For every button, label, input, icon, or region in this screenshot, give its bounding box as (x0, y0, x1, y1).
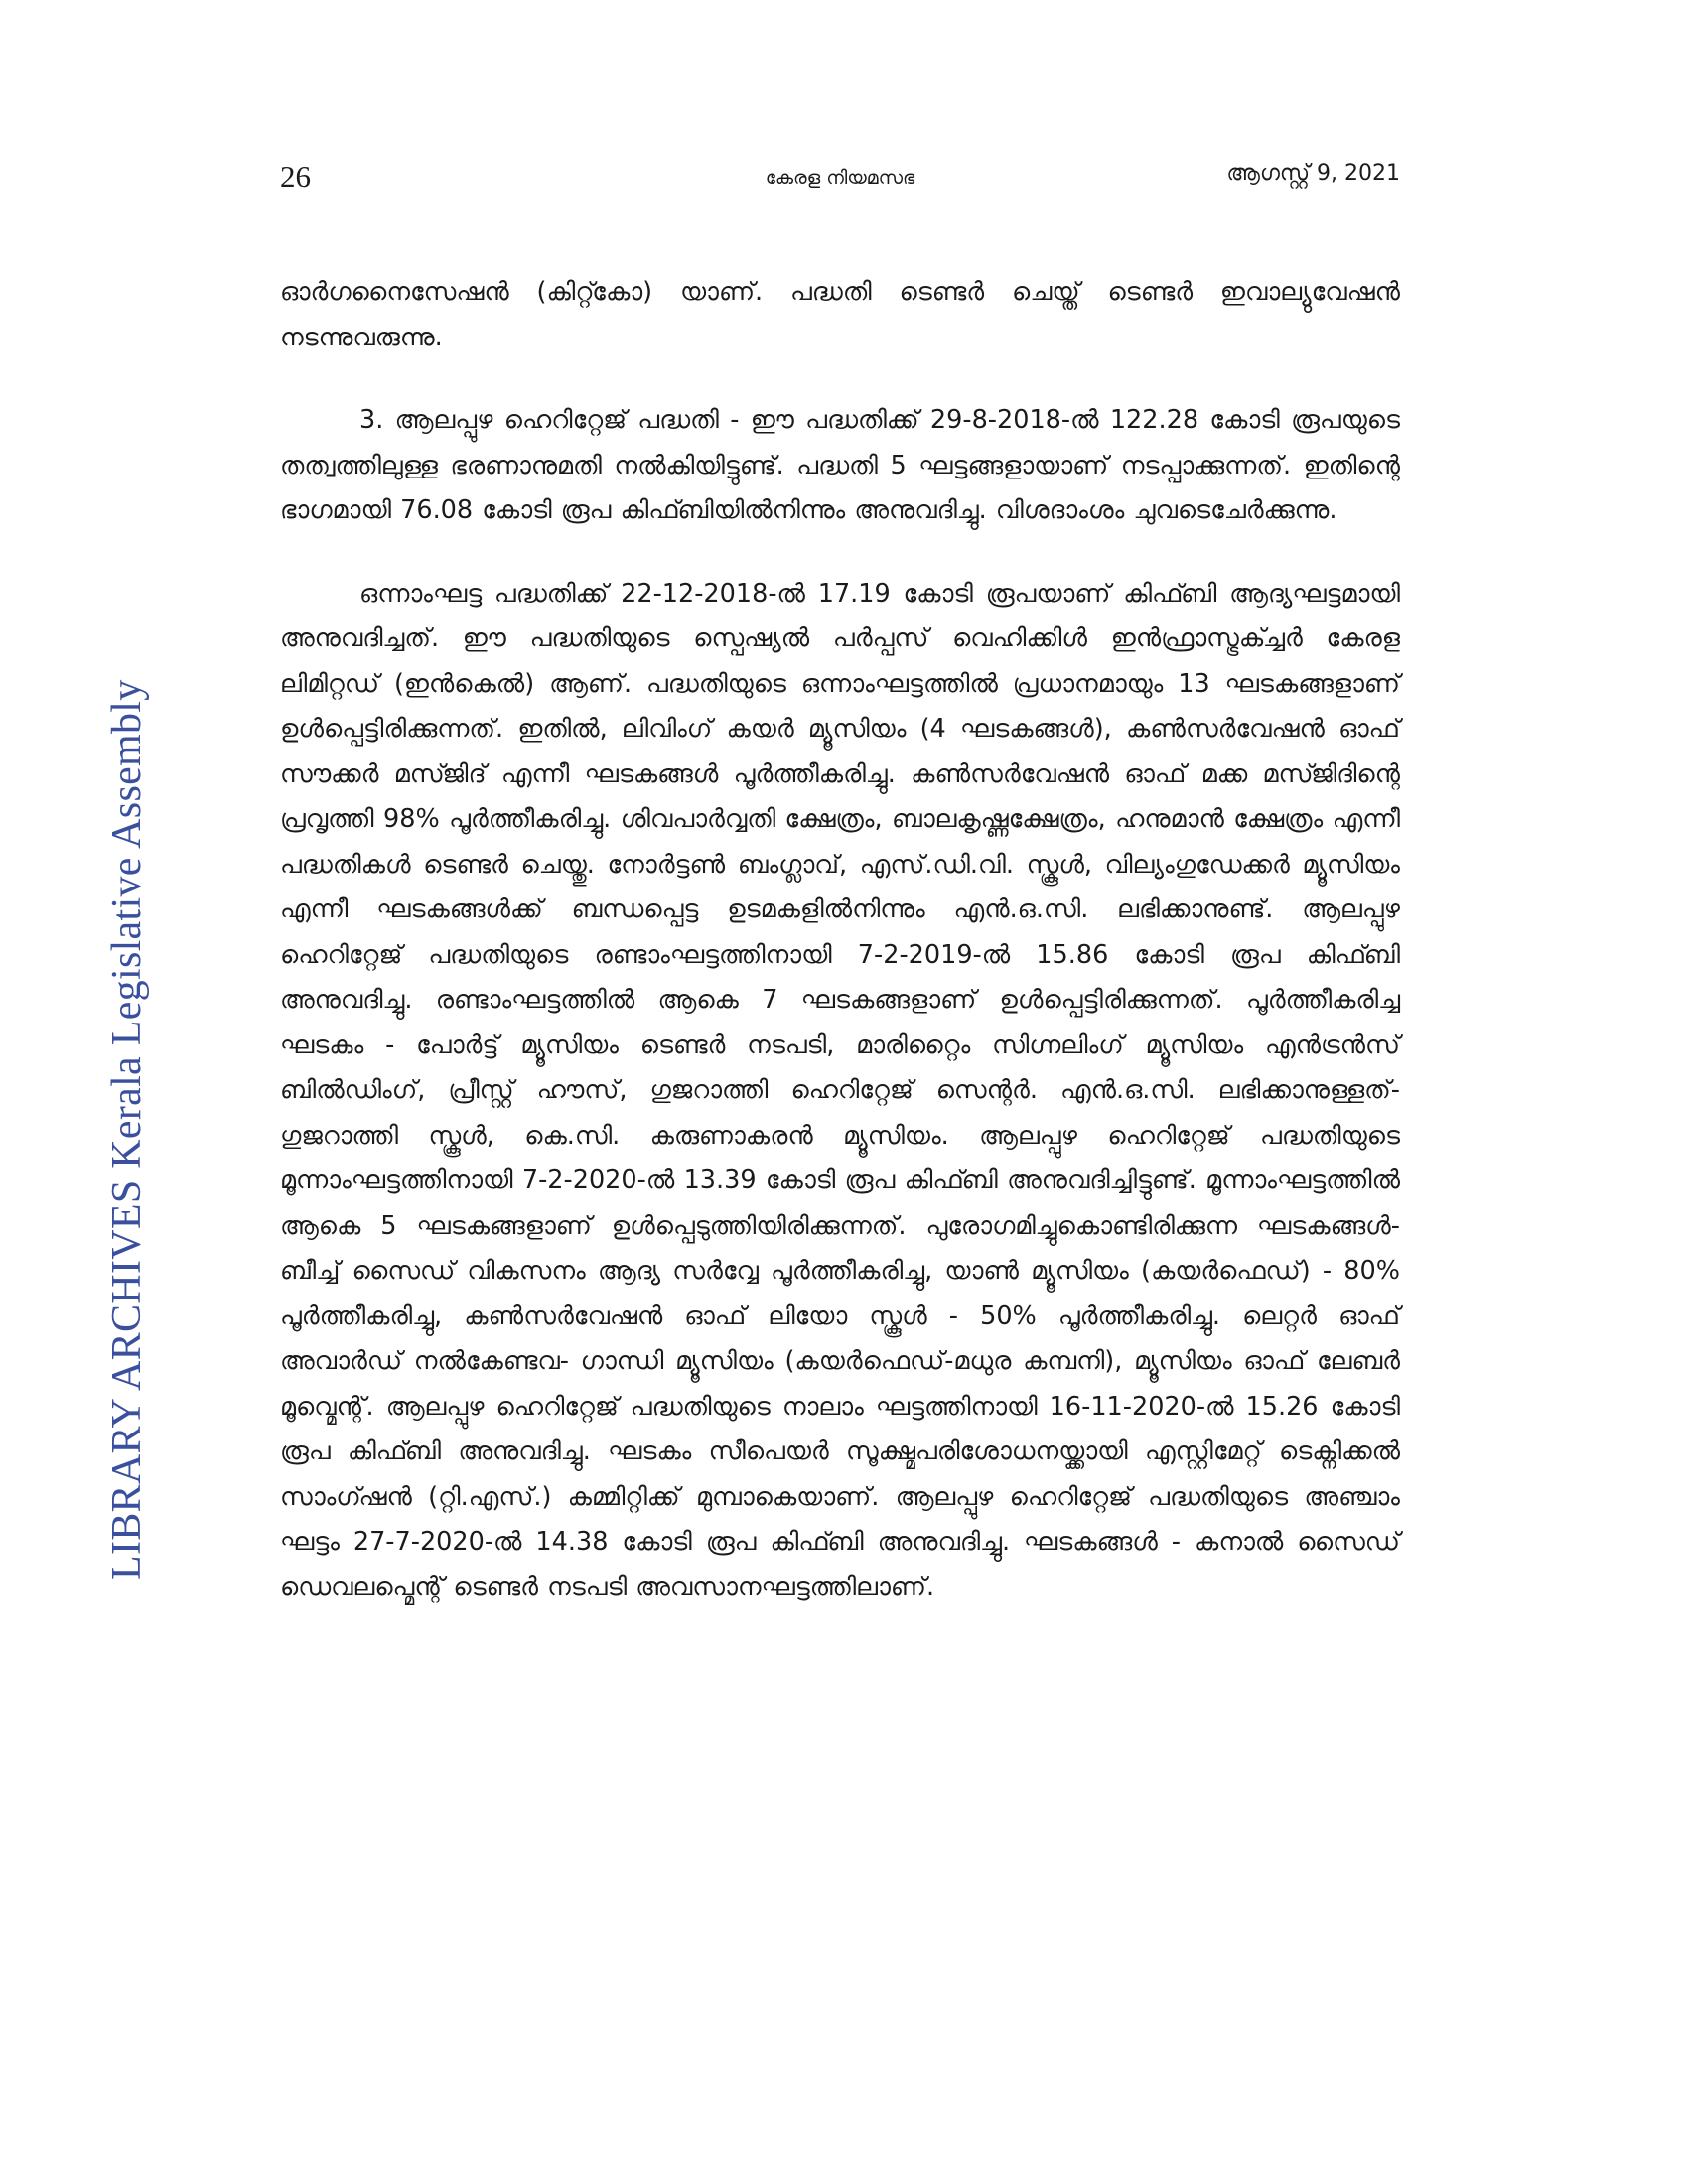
paragraph-heritage-project: 3. ആലപ്പുഴ ഹെറിറ്റേജ് പദ്ധതി - ഈ പദ്ധതിക്ക് 29-8-2018-ൽ 122.28 കോടി രൂപയുടെ തത്വത്തിലുള്ള ഭരണാനുമതി നൽകിയിട്ടുണ്ട്. പദ്ധതി 5 ഘട്ടങ്ങളായാണ് നടപ്പാക്കുന്നത്. ഇതിന്റെ ഭാഗമായി 76.08 കോടി രൂപ കിഫ്ബിയിൽനിന്നും അനുവദിച്ചു. വിശദാംശം ചുവടെചേർക്കുന്നു. (280, 405, 1400, 525)
page-header (280, 159, 1400, 203)
paragraph-phase-details: ഒന്നാംഘട്ട പദ്ധതിക്ക് 22-12-2018-ൽ 17.19 കോടി രൂപയാണ് കിഫ്ബി ആദ്യഘട്ടമായി അനുവദിച്ചത്. ഈ പദ്ധതിയുടെ സ്പെഷ്യൽ പർപ്പസ് വെഹിക്കിൾ ഇൻഫ്രാസ്ട്രക്ച്ചർ കേരള ലിമിറ്റഡ് (ഇൻകെൽ) ആണ്. പദ്ധതിയുടെ ഒന്നാംഘട്ടത്തിൽ പ്രധാനമായും 13 ഘടകങ്ങളാണ് ഉൾപ്പെട്ടിരിക്കുന്നത്. ഇതിൽ, ലിവിംഗ് കയർ മ്യൂസിയം (4 ഘടകങ്ങൾ), കൺസർവേഷൻ ഓഫ് സൗക്കർ മസ്ജിദ് എന്നീ ഘടകങ്ങൾ പൂർത്തീകരിച്ചു. കൺസർവേഷൻ ഓഫ് മക്ക മസ്ജിദിന്റെ പ്രവൃത്തി 98% പൂർത്തീകരിച്ചു. ശിവപാർവ്വതി ക്ഷേത്രം, ബാലകൃഷ്ണക്ഷേത്രം, ഹനുമാൻ ക്ഷേത്രം എന്നീ പദ്ധതികൾ ടെണ്ടർ ചെയ്തു. നോർട്ടൺ ബംഗ്ലാവ്, എസ്.ഡി.വി. സ്കൂൾ, വില്യംഗുഡേക്കർ മ്യൂസിയം എന്നീ ഘടകങ്ങൾക്ക് ബന്ധപ്പെട്ട ഉടമകളിൽനിന്നും എൻ.ഒ.സി. ലഭിക്കാനുണ്ട്. ആലപ്പുഴ ഹെറിറ്റേജ് പദ്ധതിയുടെ രണ്ടാംഘട്ടത്തിനായി 7-2-2019-ൽ 15.86 കോടി രൂപ കിഫ്ബി അനുവദിച്ചു. രണ്ടാംഘട്ടത്തിൽ ആകെ 7 ഘടകങ്ങളാണ് ഉൾപ്പെട്ടിരിക്കുന്നത്. പൂർത്തീകരിച്ച ഘടകം - പോർട്ട് മ്യൂസിയം ടെണ്ടർ നടപടി, മാരിറ്റൈം സിഗ്നലിംഗ് മ്യൂസിയം എന്‍ട്രൻസ് ബിൽഡിംഗ്, പ്രീസ്റ്റ് ഹൗസ്, ഗുജറാത്തി ഹെറിറ്റേജ് സെന്റർ. എൻ.ഒ.സി. ലഭിക്കാനുള്ളത്- ഗുജറാത്തി സ്കൂൾ, കെ.സി. കരുണാകരൻ മ്യൂസിയം. ആലപ്പുഴ ഹെറിറ്റേജ് പദ്ധതിയുടെ മൂന്നാംഘട്ടത്തിനായി 7-2-2020-ൽ 13.39 കോടി രൂപ കിഫ്ബി അനുവദിച്ചിട്ടുണ്ട്. മൂന്നാംഘട്ടത്തിൽ ആകെ 5 ഘടകങ്ങളാണ് ഉൾപ്പെടുത്തിയിരിക്കുന്നത്. പുരോഗമിച്ചുകൊണ്ടിരിക്കുന്ന ഘടകങ്ങൾ-ബീച്ച് സൈഡ് വികസനം ആദ്യ സർവ്വേ പൂർത്തീകരിച്ചു, യാൺ മ്യൂസിയം (കയർഫെഡ്) - 80% പൂർത്തീകരിച്ചു, കൺസർവേഷൻ ഓഫ് ലിയോ സ്കൂൾ - 50% പൂർത്തീകരിച്ചു. ലെറ്റർ ഓഫ് അവാർഡ് നൽകേണ്ടവ- ഗാന്ധി മ്യൂസിയം (കയർഫെഡ്-മധുര കമ്പനി), മ്യൂസിയം ഓഫ് ലേബർ മൂവ്മെന്റ്. ആലപ്പുഴ ഹെറിറ്റേജ് പദ്ധതിയുടെ നാലാം ഘട്ടത്തിനായി 16-11-2020-ൽ 15.26 കോടി രൂപ കിഫ്ബി അനുവദിച്ചു. ഘടകം സീപെയർ സൂക്ഷ്മപരിശോധനയ്ക്കായി എസ്റ്റിമേറ്റ് ടെക്നിക്കൽ സാംഗ്ഷൻ (റ്റി.എസ്.) കമ്മിറ്റിക്ക് മുമ്പാകെയാണ്. ആലപ്പുഴ ഹെറിറ്റേജ് പദ്ധതിയുടെ അഞ്ചാം ഘട്ടം 27-7-2020-ൽ 14.38 കോടി രൂപ കിഫ്ബി അനുവദിച്ചു. ഘടകങ്ങൾ - കനാൽ സൈഡ് ഡെവലപ്മെന്റ് ടെണ്ടർ നടപടി അവസാനഘട്ടത്തിലാണ്. (280, 578, 1400, 1602)
paragraph-continuation: ഓർഗനൈസേഷൻ (കിറ്റ്കോ) യാണ്. പദ്ധതി ടെണ്ടർ ചെയ്ത് ടെണ്ടർ ഇവാല്യുവേഷൻ നടന്നുവരുന്നു. (280, 277, 1400, 352)
running-title: കേരള നിയമസഭ (765, 167, 915, 189)
header-date: ആഗസ്റ്റ് 9, 2021 (1226, 161, 1400, 186)
page-number: 26 (280, 159, 311, 194)
body-text (280, 270, 1400, 1648)
archive-watermark: LIBRARY ARCHIVES Kerala Legislative Assembly (104, 679, 150, 1580)
